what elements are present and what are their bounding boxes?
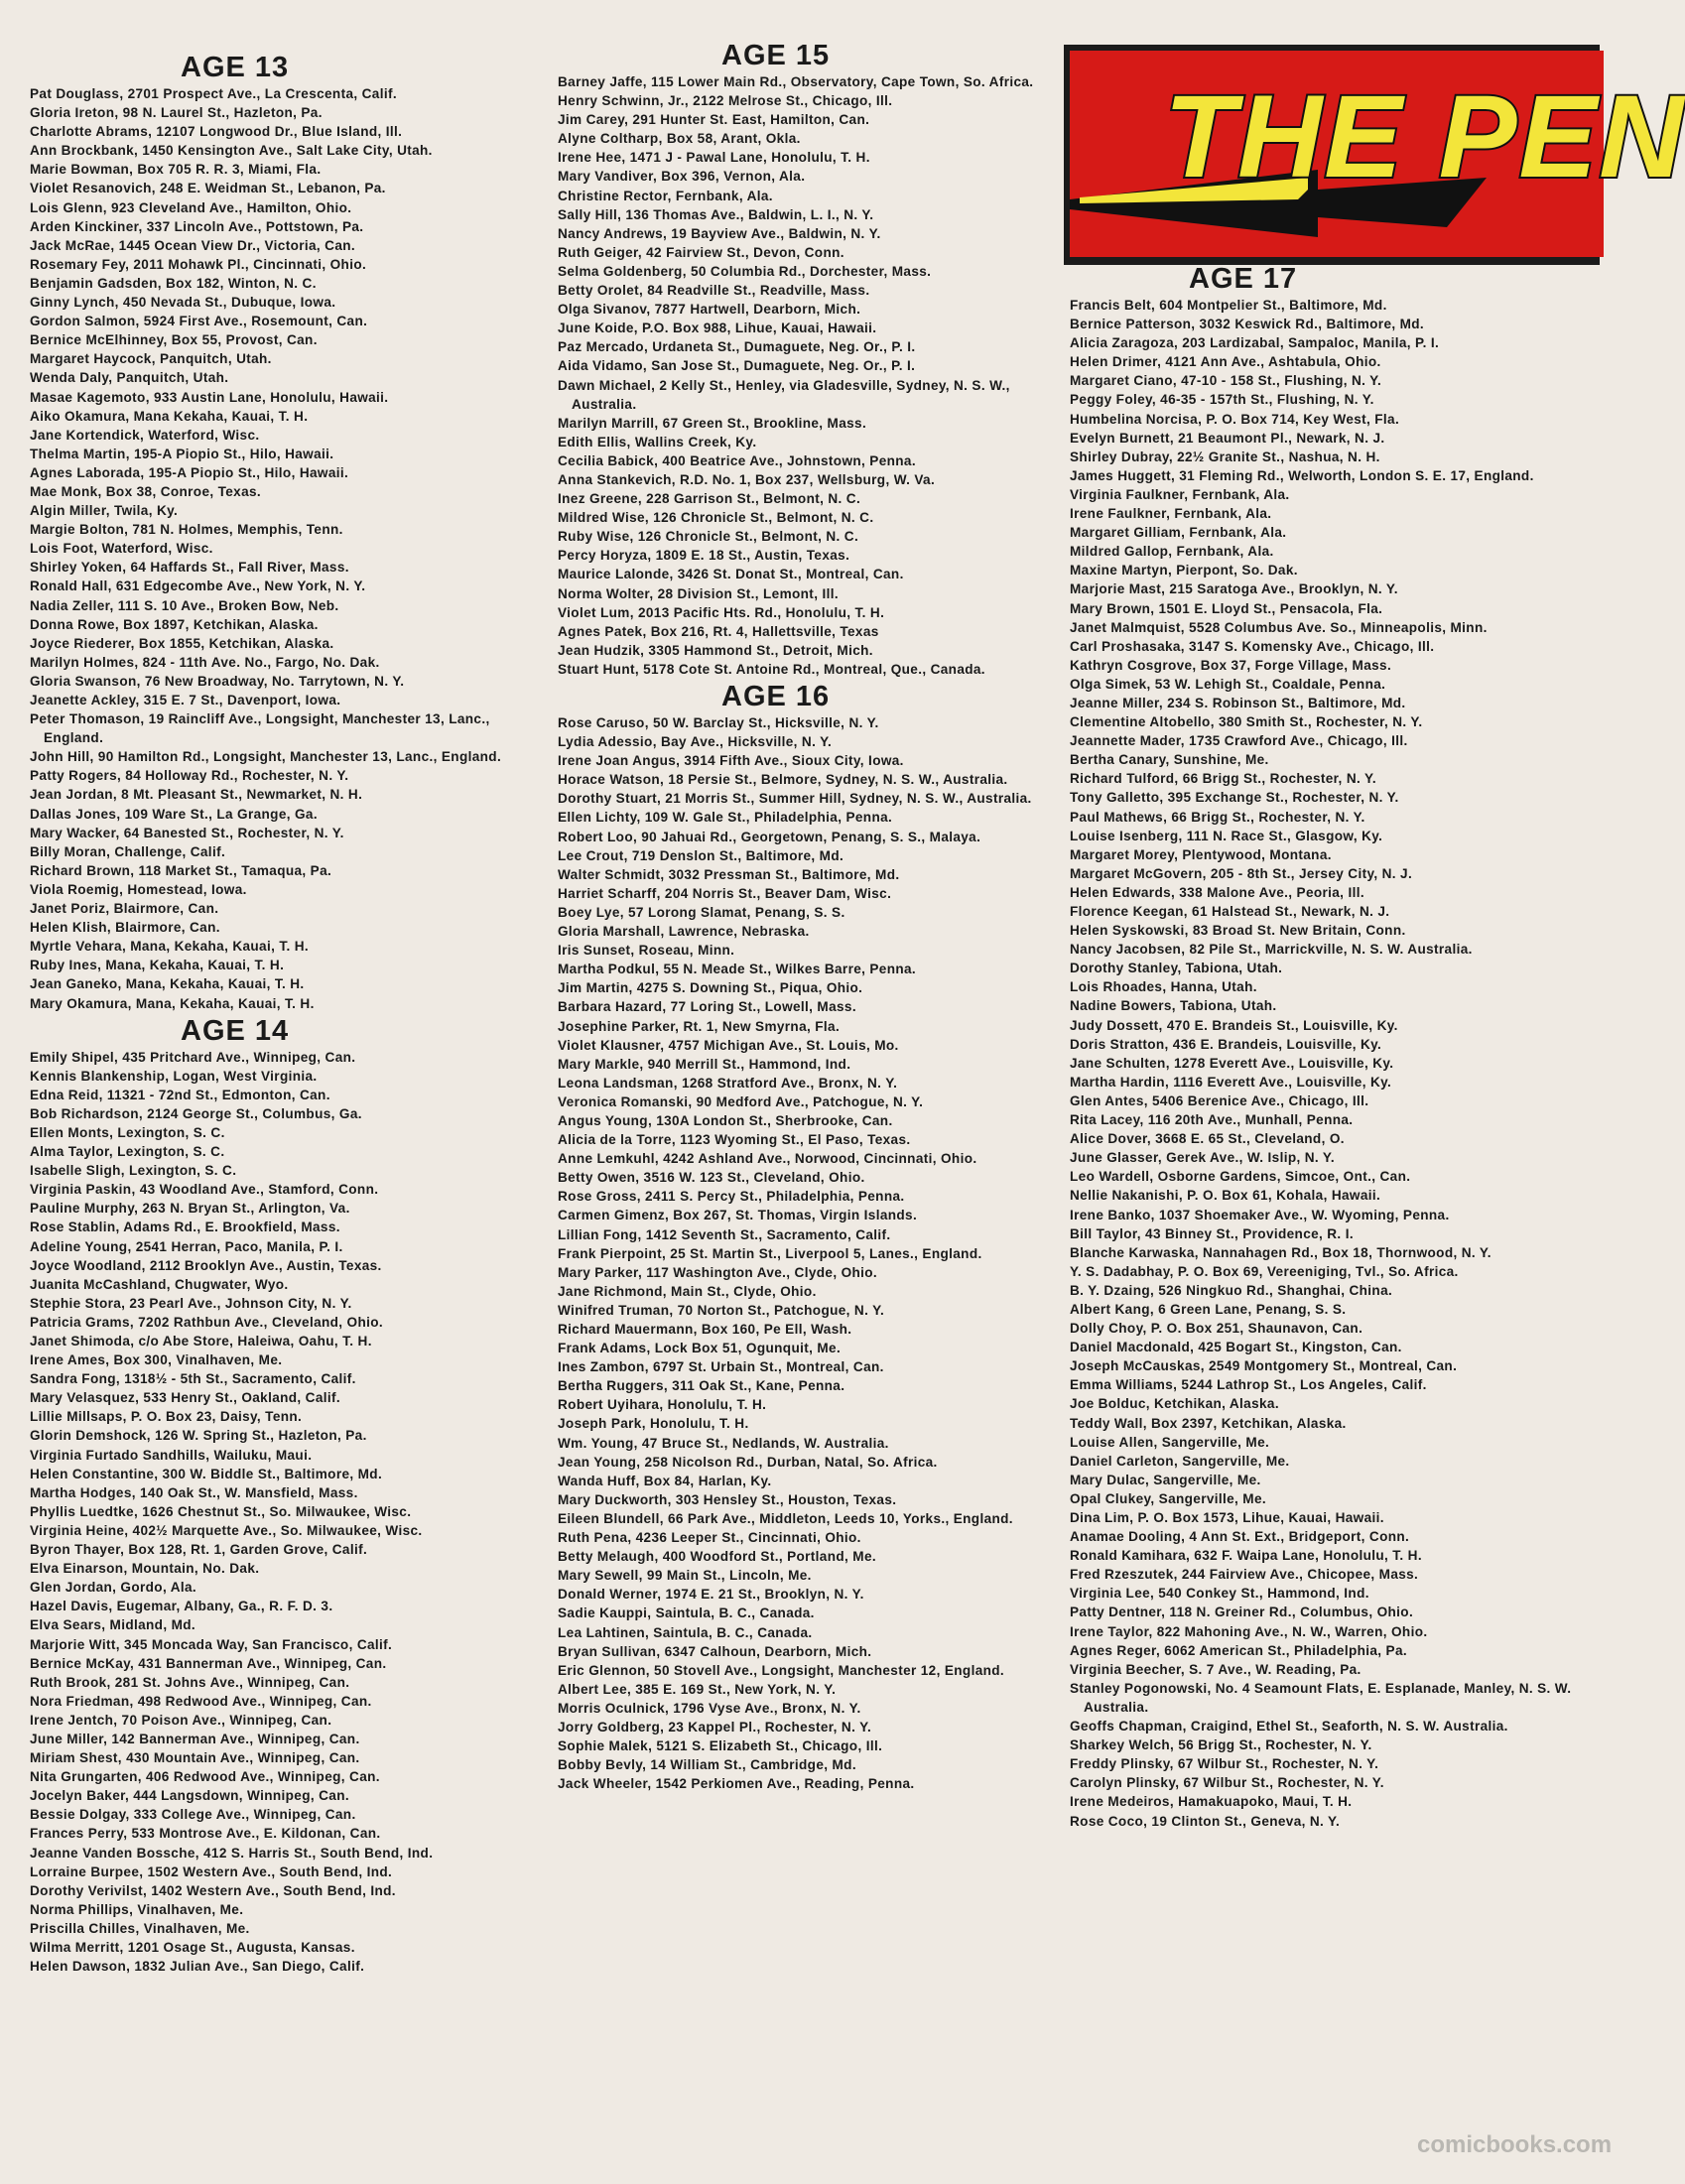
pen-pal-entry: Irene Faulkner, Fernbank, Ala. xyxy=(1070,506,1272,522)
pen-pal-entry: Norma Wolter, 28 Division St., Lemont, Ill. xyxy=(558,585,839,601)
pen-pal-entry: Paz Mercado, Urdaneta St., Dumaguete, Neg. Or., P. I. xyxy=(558,339,916,355)
pen-pal-entry: Blanche Karwaska, Nannahagen Rd., Box 18, Thornwood, N. Y. xyxy=(1070,1244,1491,1260)
pen-pal-entry: Helen Dawson, 1832 Julian Ave., San Diego, Calif. xyxy=(30,1959,365,1975)
pen-pal-entry: Lee Crout, 719 Denslon St., Baltimore, Md. xyxy=(558,847,844,863)
pen-pal-entry: Mildred Gallop, Fernbank, Ala. xyxy=(1070,544,1274,560)
pen-pal-entry: Alicia Zaragoza, 203 Lardizabal, Sampaloc, Manila, P. I. xyxy=(1070,335,1440,351)
pen-pal-entry: Peggy Foley, 46-35 - 157th St., Flushing, N. Y. xyxy=(1070,392,1374,408)
pen-pal-entry: Carl Proshasaka, 3147 S. Komensky Ave., Chicago, Ill. xyxy=(1070,638,1435,654)
pen-pal-entry: Carmen Gimenz, Box 267, St. Thomas, Virgin Islands. xyxy=(558,1208,918,1223)
pen-pal-entry: Joe Bolduc, Ketchikan, Alaska. xyxy=(1070,1396,1279,1412)
pen-pal-entry: Winifred Truman, 70 Norton St., Patchogue, N. Y. xyxy=(558,1302,885,1318)
pen-pal-entry: Bessie Dolgay, 333 College Ave., Winnipeg, Can. xyxy=(30,1807,356,1823)
pen-pal-entry: Nadine Bowers, Tabiona, Utah. xyxy=(1070,998,1277,1014)
age-heading: AGE 13 xyxy=(181,52,290,83)
pen-pal-entry: Donna Rowe, Box 1897, Ketchikan, Alaska. xyxy=(30,616,319,632)
pen-pal-entry: Alma Taylor, Lexington, S. C. xyxy=(30,1144,225,1160)
pen-pal-entry: Jocelyn Baker, 444 Langsdown, Winnipeg, Can. xyxy=(30,1788,349,1804)
pen-pal-entry: Sally Hill, 136 Thomas Ave., Baldwin, L. I., N. Y. xyxy=(558,206,874,222)
pen-pal-entry: Norma Phillips, Vinalhaven, Me. xyxy=(30,1901,244,1917)
pen-pal-entry: Patricia Grams, 7202 Rathbun Ave., Cleveland, Ohio. xyxy=(30,1314,384,1330)
pen-pal-entry: Frank Pierpoint, 25 St. Martin St., Liverpool 5, Lanes., England. xyxy=(558,1245,982,1261)
pen-pal-entry: Robert Uyihara, Honolulu, T. H. xyxy=(558,1397,767,1413)
banner-title: THE PEN xyxy=(1164,71,1685,202)
watermark: comicbooks.com xyxy=(1417,2131,1613,2158)
pen-pal-entry: Cecilia Babick, 400 Beatrice Ave., Johnstown, Penna. xyxy=(558,452,916,468)
pen-pal-entry: Rose Coco, 19 Clinton St., Geneva, N. Y. xyxy=(1070,1813,1341,1829)
pen-pal-entry: Marilyn Holmes, 824 - 11th Ave. No., Fargo, No. Dak. xyxy=(30,654,380,670)
pen-pal-entry: Jeanne Vanden Bossche, 412 S. Harris St., South Bend, Ind. xyxy=(30,1845,434,1861)
pen-pal-entry: Mary Okamura, Mana, Kekaha, Kauai, T. H. xyxy=(30,995,315,1011)
pen-pal-entry: Violet Resanovich, 248 E. Weidman St., Lebanon, Pa. xyxy=(30,181,386,196)
pen-pal-entry: Aiko Okamura, Mana Kekaha, Kauai, T. H. xyxy=(30,408,309,424)
pen-pal-entry: Emma Williams, 5244 Lathrop St., Los Angeles, Calif. xyxy=(1070,1377,1427,1393)
pen-pal-entry: Horace Watson, 18 Persie St., Belmore, Sydney, N. S. W., Australia. xyxy=(558,772,1008,788)
pen-pal-entry: Helen Edwards, 338 Malone Ave., Peoria, Ill. xyxy=(1070,884,1364,900)
pen-pal-entry: Louise Allen, Sangerville, Me. xyxy=(1070,1434,1270,1450)
pen-pal-entry: Wanda Huff, Box 84, Harlan, Ky. xyxy=(558,1473,772,1488)
pen-pal-entry: June Glasser, Gerek Ave., W. Islip, N. Y. xyxy=(1070,1150,1335,1166)
pen-pal-entry: Irene Banko, 1037 Shoemaker Ave., W. Wyoming, Penna. xyxy=(1070,1207,1450,1222)
age-heading: AGE 15 xyxy=(721,40,831,71)
pen-pal-entry: Mary Duckworth, 303 Hensley St., Houston, Texas. xyxy=(558,1491,897,1507)
pen-pal-entry: Mary Sewell, 99 Main St., Lincoln, Me. xyxy=(558,1568,812,1584)
pen-pal-entry: Peter Thomason, 19 Raincliff Ave., Longsight, Manchester 13, Lanc., England. xyxy=(30,711,490,746)
pen-pal-entry: Billy Moran, Challenge, Calif. xyxy=(30,843,226,859)
column-3 xyxy=(1070,261,1576,1831)
pen-pal-entry: Priscilla Chilles, Vinalhaven, Me. xyxy=(30,1920,250,1936)
pen-pal-entry: Paul Mathews, 66 Brigg St., Rochester, N. Y. xyxy=(1070,809,1365,825)
pen-pal-entry: Marjorie Witt, 345 Moncada Way, San Francisco, Calif. xyxy=(30,1636,393,1652)
pen-pal-entry: Joyce Riederer, Box 1855, Ketchikan, Alaska. xyxy=(30,635,334,651)
pen-pal-entry: Freddy Plinsky, 67 Wilbur St., Rochester, N. Y. xyxy=(1070,1756,1379,1772)
age-heading: AGE 14 xyxy=(181,1014,290,1047)
pen-pal-entry: Veronica Romanski, 90 Medford Ave., Patchogue, N. Y. xyxy=(558,1093,924,1109)
pen-pal-entry: Betty Owen, 3516 W. 123 St., Cleveland, Ohio. xyxy=(558,1170,865,1186)
pen-pal-entry: Sandra Fong, 1318½ - 5th St., Sacramento, Calif. xyxy=(30,1371,356,1387)
pen-pal-entry: Stephie Stora, 23 Pearl Ave., Johnson City, N. Y. xyxy=(30,1295,352,1311)
pen-pal-entry: Nadia Zeller, 111 S. 10 Ave., Broken Bow, Neb. xyxy=(30,597,339,613)
pen-pal-entry: Arden Kinckiner, 337 Lincoln Ave., Pottstown, Pa. xyxy=(30,218,364,234)
pen-pal-entry: Virginia Beecher, S. 7 Ave., W. Reading, Pa. xyxy=(1070,1661,1361,1677)
pen-pal-entry: Mildred Wise, 126 Chronicle St., Belmont, N. C. xyxy=(558,510,874,526)
pen-pal-entry: Nita Grungarten, 406 Redwood Ave., Winnipeg, Can. xyxy=(30,1769,380,1785)
pen-pal-entry: Ruby Ines, Mana, Kekaha, Kauai, T. H. xyxy=(30,958,285,973)
pen-pal-entry: Gloria Ireton, 98 N. Laurel St., Hazleton, Pa. xyxy=(30,105,323,121)
pen-pal-entry: Jeanne Miller, 234 S. Robinson St., Baltimore, Md. xyxy=(1070,695,1406,710)
pen-pal-entry: Pauline Murphy, 263 N. Bryan St., Arlington, Va. xyxy=(30,1201,350,1217)
pen-pal-entry: Helen Klish, Blairmore, Can. xyxy=(30,920,220,936)
pen-pal-entry: Edith Ellis, Wallins Creek, Ky. xyxy=(558,434,757,450)
pen-pal-entry: Lois Glenn, 923 Cleveland Ave., Hamilton, Ohio. xyxy=(30,199,352,215)
pen-pal-entry: Virginia Paskin, 43 Woodland Ave., Stamford, Conn. xyxy=(30,1182,379,1198)
pen-pal-entry: Olga Sivanov, 7877 Hartwell, Dearborn, Mich. xyxy=(558,302,861,318)
pen-pal-entry: Robert Loo, 90 Jahuai Rd., Georgetown, Penang, S. S., Malaya. xyxy=(558,829,981,844)
pen-pal-entry: Ronald Kamihara, 632 F. Waipa Lane, Honolulu, T. H. xyxy=(1070,1548,1422,1564)
pen-pal-entry: Masae Kagemoto, 933 Austin Lane, Honolulu, Hawaii. xyxy=(30,389,389,405)
pen-pal-entry: Sharkey Welch, 56 Brigg St., Rochester, N. Y. xyxy=(1070,1737,1372,1753)
pen-pal-entry: Bob Richardson, 2124 George St., Columbus, Ga. xyxy=(30,1105,362,1121)
pen-pal-entry: Ruth Brook, 281 St. Johns Ave., Winnipeg, Can. xyxy=(30,1674,350,1690)
pen-pal-entry: Anamae Dooling, 4 Ann St. Ext., Bridgeport, Conn. xyxy=(1070,1529,1410,1545)
pen-pal-entry: Aida Vidamo, San Jose St., Dumaguete, Neg. Or., P. I. xyxy=(558,358,916,374)
pen-pal-entry: Bill Taylor, 43 Binney St., Providence, R. I. xyxy=(1070,1225,1354,1241)
pen-pal-entry: Ellen Monts, Lexington, S. C. xyxy=(30,1124,225,1140)
pen-pal-entry: Dawn Michael, 2 Kelly St., Henley, via Gladesville, Sydney, N. S. W., Australia. xyxy=(558,377,1010,412)
pen-pal-entry: Rose Gross, 2411 S. Percy St., Philadelphia, Penna. xyxy=(558,1189,905,1205)
pen-pal-entry: Sadie Kauppi, Saintula, B. C., Canada. xyxy=(558,1606,815,1621)
pen-pal-entry: Janet Malmquist, 5528 Columbus Ave. So., Minneapolis, Minn. xyxy=(1070,619,1488,635)
pen-pal-entry: Irene Hee, 1471 J - Pawal Lane, Honolulu, T. H. xyxy=(558,150,870,166)
pen-pal-entry: Anna Stankevich, R.D. No. 1, Box 237, Wellsburg, W. Va. xyxy=(558,471,936,487)
pen-pal-entry: Daniel Carleton, Sangerville, Me. xyxy=(1070,1453,1290,1469)
pen-pal-entry: Richard Tulford, 66 Brigg St., Rochester, N. Y. xyxy=(1070,771,1377,787)
pen-pal-entry: Virginia Furtado Sandhills, Wailuku, Maui. xyxy=(30,1447,313,1463)
column-1 xyxy=(30,50,531,1976)
pen-pal-entry: Leo Wardell, Osborne Gardens, Simcoe, Ont., Can. xyxy=(1070,1169,1411,1185)
pen-pal-entry: Jack Wheeler, 1542 Perkiomen Ave., Reading, Penna. xyxy=(558,1776,915,1792)
pen-pal-entry: Richard Brown, 118 Market St., Tamaqua, Pa. xyxy=(30,862,332,878)
banner-panel xyxy=(1070,51,1685,257)
pen-pal-entry: Nora Friedman, 498 Redwood Ave., Winnipeg, Can. xyxy=(30,1693,372,1709)
pen-pal-entry: Margaret Ciano, 47-10 - 158 St., Flushing, N. Y. xyxy=(1070,373,1382,389)
pen-pal-entry: Angus Young, 130A London St., Sherbrooke, Can. xyxy=(558,1112,893,1128)
pen-pal-entry: Glorin Demshock, 126 W. Spring St., Hazleton, Pa. xyxy=(30,1428,367,1444)
column-2 xyxy=(558,38,1054,1793)
pen-pal-entry: Maxine Martyn, Pierpont, So. Dak. xyxy=(1070,563,1298,578)
pen-pal-entry: Betty Melaugh, 400 Woodford St., Portland, Me. xyxy=(558,1549,876,1565)
pen-pal-entry: Ruby Wise, 126 Chronicle St., Belmont, N. C. xyxy=(558,529,859,545)
pen-pal-entry: Olga Simek, 53 W. Lehigh St., Coaldale, Penna. xyxy=(1070,676,1386,692)
pen-pal-entry: Helen Drimer, 4121 Ann Ave., Ashtabula, Ohio. xyxy=(1070,354,1381,370)
pen-pal-entry: Mae Monk, Box 38, Conroe, Texas. xyxy=(30,483,262,499)
pen-pal-entry: Y. S. Dadabhay, P. O. Box 69, Vereeniging, Tvl., So. Africa. xyxy=(1070,1263,1459,1279)
pen-pal-entry: Irene Jentch, 70 Poison Ave., Winnipeg, Can. xyxy=(30,1712,332,1728)
pen-pal-entry: Marie Bowman, Box 705 R. R. 3, Miami, Fla. xyxy=(30,162,322,178)
pen-pal-entry: Lillie Millsaps, P. O. Box 23, Daisy, Tenn. xyxy=(30,1409,303,1425)
pen-pal-entry: Daniel Macdonald, 425 Bogart St., Kingston, Can. xyxy=(1070,1340,1402,1355)
pen-pal-entry: Elva Sears, Midland, Md. xyxy=(30,1617,196,1633)
pen-pal-entry: Jane Kortendick, Waterford, Wisc. xyxy=(30,427,260,443)
pen-pal-entry: Kennis Blankenship, Logan, West Virginia. xyxy=(30,1068,318,1084)
pen-pal-entry: Jean Ganeko, Mana, Kekaha, Kauai, T. H. xyxy=(30,976,305,992)
pen-pal-entry: Frank Adams, Lock Box 51, Ogunquit, Me. xyxy=(558,1341,842,1356)
pen-pal-entry: Helen Syskowski, 83 Broad St. New Britain, Conn. xyxy=(1070,923,1406,939)
pen-pal-entry: Agnes Reger, 6062 American St., Philadelphia, Pa. xyxy=(1070,1642,1408,1658)
pen-pal-entry: Iris Sunset, Roseau, Minn. xyxy=(558,943,735,959)
pen-pal-entry: Margaret Haycock, Panquitch, Utah. xyxy=(30,351,272,367)
pen-pal-entry: Morris Oculnick, 1796 Vyse Ave., Bronx, N. Y. xyxy=(558,1700,861,1716)
pen-pal-entry: Albert Lee, 385 E. 169 St., New York, N. Y. xyxy=(558,1681,837,1697)
pen-pal-entry: Emily Shipel, 435 Pritchard Ave., Winnipeg, Can. xyxy=(30,1049,356,1065)
pen-pal-entry: Mary Markle, 940 Merrill St., Hammond, Ind. xyxy=(558,1056,851,1072)
pen-pal-entry: Margaret McGovern, 205 - 8th St., Jersey City, N. J. xyxy=(1070,865,1413,881)
pen-pal-entry: Florence Keegan, 61 Halstead St., Newark, N. J. xyxy=(1070,904,1390,919)
pen-pal-entry: Martha Hodges, 140 Oak St., W. Mansfield, Mass. xyxy=(30,1484,358,1500)
pen-pal-entry: Byron Thayer, Box 128, Rt. 1, Garden Grove, Calif. xyxy=(30,1542,368,1558)
pen-pal-entry: Gordon Salmon, 5924 First Ave., Rosemount, Can. xyxy=(30,314,368,329)
pen-pal-entry: Benjamin Gadsden, Box 182, Winton, N. C. xyxy=(30,275,317,291)
pen-pal-entry: Glen Antes, 5406 Berenice Ave., Chicago, Ill. xyxy=(1070,1092,1369,1108)
pen-pal-entry: Miriam Shest, 430 Mountain Ave., Winnipeg, Can. xyxy=(30,1750,360,1766)
pen-pal-entry: Wenda Daly, Panquitch, Utah. xyxy=(30,370,229,386)
pen-pal-entry: Nancy Jacobsen, 82 Pile St., Marrickville, N. S. W. Australia. xyxy=(1070,942,1473,958)
pen-pal-entry: Jean Hudzik, 3305 Hammond St., Detroit, Mich. xyxy=(558,642,873,658)
pen-pal-entry: Dolly Choy, P. O. Box 251, Shaunavon, Can. xyxy=(1070,1321,1363,1337)
pen-pal-entry: Violet Lum, 2013 Pacific Hts. Rd., Honolulu, T. H. xyxy=(558,604,885,620)
pen-pal-entry: Martha Hardin, 1116 Everett Ave., Louisville, Ky. xyxy=(1070,1074,1392,1090)
pen-pal-entry: Ronald Hall, 631 Edgecombe Ave., New York, N. Y. xyxy=(30,578,366,594)
pen-pal-entry: Helen Constantine, 300 W. Biddle St., Baltimore, Md. xyxy=(30,1466,383,1481)
pen-pal-entry: Dina Lim, P. O. Box 1573, Lihue, Kauai, Hawaii. xyxy=(1070,1510,1384,1525)
pen-pal-entry: Bernice Patterson, 3032 Keswick Rd., Baltimore, Md. xyxy=(1070,317,1425,332)
pen-pal-entry: Boey Lye, 57 Lorong Slamat, Penang, S. S. xyxy=(558,904,845,920)
pen-pal-entry: Carolyn Plinsky, 67 Wilbur St., Rochester, N. Y. xyxy=(1070,1775,1384,1791)
pen-pal-entry: Lois Foot, Waterford, Wisc. xyxy=(30,541,213,557)
pen-pal-entry: Bertha Canary, Sunshine, Me. xyxy=(1070,752,1269,768)
pen-pal-entry: Josephine Parker, Rt. 1, New Smyrna, Fla. xyxy=(558,1018,841,1034)
pen-pal-entry: Barney Jaffe, 115 Lower Main Rd., Observatory, Cape Town, So. Africa. xyxy=(558,74,1034,89)
pen-pal-entry: Mary Vandiver, Box 396, Vernon, Ala. xyxy=(558,169,806,185)
pen-pal-entry: Lydia Adessio, Bay Ave., Hicksville, N. Y. xyxy=(558,734,833,750)
pen-pal-entry: Margaret Gilliam, Fernbank, Ala. xyxy=(1070,525,1287,541)
pen-pal-entry: Eric Glennon, 50 Stovell Ave., Longsight, Manchester 12, England. xyxy=(558,1662,1005,1678)
pen-pal-entry: Marilyn Marrill, 67 Green St., Brookline, Mass. xyxy=(558,415,867,431)
pen-pal-entry: Selma Goldenberg, 50 Columbia Rd., Dorchester, Mass. xyxy=(558,263,932,279)
pen-pal-entry: Nellie Nakanishi, P. O. Box 61, Kohala, Hawaii. xyxy=(1070,1188,1381,1204)
pen-pal-entry: Lorraine Burpee, 1502 Western Ave., South Bend, Ind. xyxy=(30,1863,393,1879)
pen-pal-entry: Humbelina Norcisa, P. O. Box 714, Key West, Fla. xyxy=(1070,411,1400,427)
pen-pal-entry: Wilma Merritt, 1201 Osage St., Augusta, Kansas. xyxy=(30,1940,355,1955)
pen-pal-entry: Margaret Morey, Plentywood, Montana. xyxy=(1070,846,1332,862)
pen-pal-entry: Thelma Martin, 195-A Piopio St., Hilo, Hawaii. xyxy=(30,446,334,461)
pen-pal-entry: Martha Podkul, 55 N. Meade St., Wilkes Barre, Penna. xyxy=(558,962,917,977)
age-heading: AGE 16 xyxy=(721,681,831,712)
pen-pal-entry: Adeline Young, 2541 Herran, Paco, Manila, P. I. xyxy=(30,1238,343,1254)
pen-pal-entry: Agnes Laborada, 195-A Piopio St., Hilo, Hawaii. xyxy=(30,464,349,480)
pen-pal-entry: Irene Medeiros, Hamakuapoko, Maui, T. H. xyxy=(1070,1794,1353,1810)
pen-pal-entry: Wm. Young, 47 Bruce St., Nedlands, W. Australia. xyxy=(558,1435,889,1451)
pen-pal-entry: Ginny Lynch, 450 Nevada St., Dubuque, Iowa. xyxy=(30,295,336,311)
pen-pal-entry: Mary Brown, 1501 E. Lloyd St., Pensacola, Fla. xyxy=(1070,600,1383,616)
pen-pal-entry: Violet Klausner, 4757 Michigan Ave., St. Louis, Mo. xyxy=(558,1037,899,1053)
pen-pal-entry: Betty Orolet, 84 Readville St., Readville, Mass. xyxy=(558,283,870,299)
pen-pal-entry: Stanley Pogonowski, No. 4 Seamount Flats, E. Esplanade, Manley, N. S. W. Australia. xyxy=(1070,1680,1572,1715)
pen-pal-entry: Bobby Bevly, 14 William St., Cambridge, Md. xyxy=(558,1757,856,1773)
pen-pal-entry: Lois Rhoades, Hanna, Utah. xyxy=(1070,979,1257,995)
pen-pal-entry: Bryan Sullivan, 6347 Calhoun, Dearborn, Mich. xyxy=(558,1643,872,1659)
pen-pal-entry: Janet Poriz, Blairmore, Can. xyxy=(30,901,219,917)
pen-pal-entry: Myrtle Vehara, Mana, Kekaha, Kauai, T. H. xyxy=(30,939,310,955)
pen-pal-entry: Rose Stablin, Adams Rd., E. Brookfield, Mass. xyxy=(30,1220,340,1235)
pen-pal-entry: Dorothy Stanley, Tabiona, Utah. xyxy=(1070,961,1283,976)
pen-pal-entry: June Koide, P.O. Box 988, Lihue, Kauai, Hawaii. xyxy=(558,321,877,336)
pen-pal-entry: Virginia Lee, 540 Conkey St., Hammond, Ind. xyxy=(1070,1586,1369,1602)
pen-pal-entry: Bernice McElhinney, Box 55, Provost, Can. xyxy=(30,332,318,348)
pen-pal-entry: Frances Perry, 533 Montrose Ave., E. Kildonan, Can. xyxy=(30,1826,381,1842)
pen-pal-entry: Viola Roemig, Homestead, Iowa. xyxy=(30,881,247,897)
pen-pal-entry: Teddy Wall, Box 2397, Ketchikan, Alaska. xyxy=(1070,1415,1347,1431)
pen-pal-entry: Shirley Dubray, 22½ Granite St., Nashua, N. H. xyxy=(1070,449,1380,464)
pen-pal-entry: Barbara Hazard, 77 Loring St., Lowell, Mass. xyxy=(558,999,856,1015)
pen-pal-entry: Stuart Hunt, 5178 Cote St. Antoine Rd., Montreal, Que., Canada. xyxy=(558,661,985,677)
pen-pal-entry: Jack McRae, 1445 Ocean View Dr., Victoria, Can. xyxy=(30,237,356,253)
pen-pal-entry: Elva Einarson, Mountain, No. Dak. xyxy=(30,1561,260,1577)
pen-pal-entry: Walter Schmidt, 3032 Pressman St., Baltimore, Md. xyxy=(558,866,900,882)
pen-pal-entry: Donald Werner, 1974 E. 21 St., Brooklyn, N. Y. xyxy=(558,1587,864,1603)
pen-pal-entry: Rose Caruso, 50 W. Barclay St., Hicksville, N. Y. xyxy=(558,715,879,730)
pen-pal-entry: Judy Dossett, 470 E. Brandeis St., Louisville, Ky. xyxy=(1070,1017,1398,1033)
pen-pal-entry: Eileen Blundell, 66 Park Ave., Middleton, Leeds 10, Yorks., England. xyxy=(558,1510,1013,1526)
pen-pal-entry: Doris Stratton, 436 E. Brandeis, Louisville, Ky. xyxy=(1070,1036,1382,1052)
pen-pal-entry: Kathryn Cosgrove, Box 37, Forge Village, Mass. xyxy=(1070,657,1392,673)
pen-pal-entry: Joseph Park, Honolulu, T. H. xyxy=(558,1416,749,1432)
pen-pal-entry: Irene Ames, Box 300, Vinalhaven, Me. xyxy=(30,1352,283,1368)
pen-pal-entry: Inez Greene, 228 Garrison St., Belmont, N. C. xyxy=(558,491,861,507)
pen-pal-entry: Tony Galletto, 395 Exchange St., Rochester, N. Y. xyxy=(1070,790,1399,806)
pen-pal-entry: Alyne Coltharp, Box 58, Arant, Okla. xyxy=(558,131,801,147)
pen-pal-entry: Jim Martin, 4275 S. Downing St., Piqua, Ohio. xyxy=(558,980,863,996)
pen-pal-entry: Henry Schwinn, Jr., 2122 Melrose St., Chicago, Ill. xyxy=(558,93,893,109)
pen-pal-entry: Mary Wacker, 64 Banested St., Rochester, N. Y. xyxy=(30,825,344,840)
pen-pal-entry: Harriet Scharff, 204 Norris St., Beaver Dam, Wisc. xyxy=(558,885,892,901)
pen-pal-entry: Edna Reid, 11321 - 72nd St., Edmonton, Can. xyxy=(30,1087,330,1102)
pen-pal-entry: Glen Jordan, Gordo, Ala. xyxy=(30,1580,197,1596)
pen-pal-entry: Pat Douglass, 2701 Prospect Ave., La Crescenta, Calif. xyxy=(30,86,397,101)
pen-pal-entry: Gloria Swanson, 76 New Broadway, No. Tarrytown, N. Y. xyxy=(30,673,405,689)
pen-pal-entry: Lea Lahtinen, Saintula, B. C., Canada. xyxy=(558,1624,813,1640)
pen-pal-entry: Christine Rector, Fernbank, Ala. xyxy=(558,188,773,203)
pen-pal-entry: Hazel Davis, Eugemar, Albany, Ga., R. F. D. 3. xyxy=(30,1599,333,1614)
pen-pal-entry: Clementine Altobello, 380 Smith St., Rochester, N. Y. xyxy=(1070,714,1423,730)
pen-pal-entry: Jean Jordan, 8 Mt. Pleasant St., Newmarket, N. H. xyxy=(30,787,363,803)
pen-pal-entry: Evelyn Burnett, 21 Beaumont Pl., Newark, N. J. xyxy=(1070,430,1385,446)
pen-pal-entry: Joyce Woodland, 2112 Brooklyn Ave., Austin, Texas. xyxy=(30,1257,382,1273)
pen-pal-entry: Jane Schulten, 1278 Everett Ave., Louisville, Ky. xyxy=(1070,1055,1394,1071)
pen-pal-entry: Percy Horyza, 1809 E. 18 St., Austin, Texas. xyxy=(558,548,850,564)
pen-pal-entry: Jim Carey, 291 Hunter St. East, Hamilton, Can. xyxy=(558,112,870,128)
pen-pal-entry: Ruth Pena, 4236 Leeper St., Cincinnati, Ohio. xyxy=(558,1530,861,1546)
pen-pal-entry: Irene Taylor, 822 Mahoning Ave., N. W., Warren, Ohio. xyxy=(1070,1623,1428,1639)
pen-pal-entry: Maurice Lalonde, 3426 St. Donat St., Montreal, Can. xyxy=(558,567,904,582)
pen-pal-entry: Rosemary Fey, 2011 Mohawk Pl., Cincinnati, Ohio. xyxy=(30,256,367,272)
pen-pal-entry: John Hill, 90 Hamilton Rd., Longsight, Manchester 13, Lanc., England. xyxy=(30,749,502,765)
pen-pal-entry: Jorry Goldberg, 23 Kappel Pl., Rochester, N. Y. xyxy=(558,1719,872,1734)
pen-pal-entry: Dorothy Stuart, 21 Morris St., Summer Hill, Sydney, N. S. W., Australia. xyxy=(558,791,1032,807)
pen-pal-entry: Charlotte Abrams, 12107 Longwood Dr., Blue Island, Ill. xyxy=(30,124,403,140)
pen-pal-entry: Mary Dulac, Sangerville, Me. xyxy=(1070,1472,1261,1487)
pen-pal-entry: Rita Lacey, 116 20th Ave., Munhall, Penna. xyxy=(1070,1112,1354,1128)
pen-pal-entry: B. Y. Dzaing, 526 Ningkuo Rd., Shanghai, China. xyxy=(1070,1282,1393,1298)
pen-pal-entry: Louise Isenberg, 111 N. Race St., Glasgow, Ky. xyxy=(1070,828,1383,843)
pen-pal-entry: Fred Rzeszutek, 244 Fairview Ave., Chicopee, Mass. xyxy=(1070,1567,1419,1583)
pen-pal-entry: Juanita McCashland, Chugwater, Wyo. xyxy=(30,1276,289,1292)
pen-pal-entry: Phyllis Luedtke, 1626 Chestnut St., So. Milwaukee, Wisc. xyxy=(30,1503,412,1519)
pen-pal-entry: Nancy Andrews, 19 Bayview Ave., Baldwin, N. Y. xyxy=(558,225,881,241)
pen-pal-entry: Opal Clukey, Sangerville, Me. xyxy=(1070,1490,1267,1506)
pen-pal-entry: Alice Dover, 3668 E. 65 St., Cleveland, O. xyxy=(1070,1131,1345,1147)
pen-pal-entry: Jean Young, 258 Nicolson Rd., Durban, Natal, So. Africa. xyxy=(558,1454,938,1470)
pen-pal-entry: Virginia Heine, 402½ Marquette Ave., So. Milwaukee, Wisc. xyxy=(30,1522,423,1538)
pen-pal-entry: Mary Parker, 117 Washington Ave., Clyde, Ohio. xyxy=(558,1264,878,1280)
pen-pal-entry: Jane Richmond, Main St., Clyde, Ohio. xyxy=(558,1283,817,1299)
pen-pal-entry: James Huggett, 31 Fleming Rd., Welworth, London S. E. 17, England. xyxy=(1070,467,1534,483)
pen-pal-entry: Ruth Geiger, 42 Fairview St., Devon, Conn. xyxy=(558,244,844,260)
pen-pal-entry: Bertha Ruggers, 311 Oak St., Kane, Penna. xyxy=(558,1378,845,1394)
pen-pal-entry: Patty Dentner, 118 N. Greiner Rd., Columbus, Ohio. xyxy=(1070,1605,1414,1620)
pen-pal-entry: Patty Rogers, 84 Holloway Rd., Rochester, N. Y. xyxy=(30,768,349,784)
pen-pal-entry: Marjorie Mast, 215 Saratoga Ave., Brooklyn, N. Y. xyxy=(1070,581,1398,597)
pen-pal-entry: Richard Mauermann, Box 160, Pe Ell, Wash. xyxy=(558,1322,852,1337)
pen-pal-entry: Joseph McCauskas, 2549 Montgomery St., Montreal, Can. xyxy=(1070,1358,1458,1374)
pen-pal-entry: Albert Kang, 6 Green Lane, Penang, S. S. xyxy=(1070,1301,1347,1317)
pen-pal-entry: Janet Shimoda, c/o Abe Store, Haleiwa, Oahu, T. H. xyxy=(30,1334,372,1349)
pen-pal-entry: Jeannette Mader, 1735 Crawford Ave., Chicago, Ill. xyxy=(1070,733,1408,749)
pen-pal-entry: Virginia Faulkner, Fernbank, Ala. xyxy=(1070,486,1290,502)
pen-pal-entry: Bernice McKay, 431 Bannerman Ave., Winnipeg, Can. xyxy=(30,1655,387,1671)
pen-pal-entry: Francis Belt, 604 Montpelier St., Baltimore, Md. xyxy=(1070,298,1387,313)
pen-pals-banner xyxy=(1064,45,1685,265)
pen-pal-entry: Agnes Patek, Box 216, Rt. 4, Hallettsville, Texas xyxy=(558,623,879,639)
pen-pal-entry: Irene Joan Angus, 3914 Fifth Ave., Sioux City, Iowa. xyxy=(558,753,904,769)
pen-pal-entry: Dorothy Verivilst, 1402 Western Ave., South Bend, Ind. xyxy=(30,1882,396,1898)
age-heading: AGE 17 xyxy=(1189,263,1298,295)
pen-pal-entry: Anne Lemkuhl, 4242 Ashland Ave., Norwood, Cincinnati, Ohio. xyxy=(558,1151,977,1167)
pen-pal-entry: Jeanette Ackley, 315 E. 7 St., Davenport, Iowa. xyxy=(30,693,341,707)
pen-pal-entry: Lillian Fong, 1412 Seventh St., Sacramento, Calif. xyxy=(558,1226,891,1242)
pen-pal-entry: Dallas Jones, 109 Ware St., La Grange, Ga. xyxy=(30,806,318,822)
pen-pal-entry: Algin Miller, Twila, Ky. xyxy=(30,503,179,519)
pen-pal-entry: Mary Velasquez, 533 Henry St., Oakland, Calif. xyxy=(30,1390,341,1406)
pen-pal-entry: Geoffs Chapman, Craigind, Ethel St., Seaforth, N. S. W. Australia. xyxy=(1070,1719,1508,1734)
pen-pal-entry: Sophie Malek, 5121 S. Elizabeth St., Chicago, Ill. xyxy=(558,1738,883,1754)
pen-pal-entry: Ellen Lichty, 109 W. Gale St., Philadelphia, Penna. xyxy=(558,810,893,826)
pen-pal-entry: Gloria Marshall, Lawrence, Nebraska. xyxy=(558,924,810,940)
pen-pal-entry: Alicia de la Torre, 1123 Wyoming St., El Paso, Texas. xyxy=(558,1132,911,1148)
pen-pal-entry: Isabelle Sligh, Lexington, S. C. xyxy=(30,1163,237,1179)
pen-pal-entry: Margie Bolton, 781 N. Holmes, Memphis, Tenn. xyxy=(30,522,343,538)
pen-pal-entry: Ines Zambon, 6797 St. Urbain St., Montreal, Can. xyxy=(558,1359,884,1375)
pen-pal-entry: June Miller, 142 Bannerman Ave., Winnipeg, Can. xyxy=(30,1731,360,1746)
pen-pal-entry: Leona Landsman, 1268 Stratford Ave., Bronx, N. Y. xyxy=(558,1075,898,1091)
pen-pal-entry: Shirley Yoken, 64 Haffards St., Fall River, Mass. xyxy=(30,560,349,576)
pen-pal-entry: Ann Brockbank, 1450 Kensington Ave., Salt Lake City, Utah. xyxy=(30,143,433,159)
